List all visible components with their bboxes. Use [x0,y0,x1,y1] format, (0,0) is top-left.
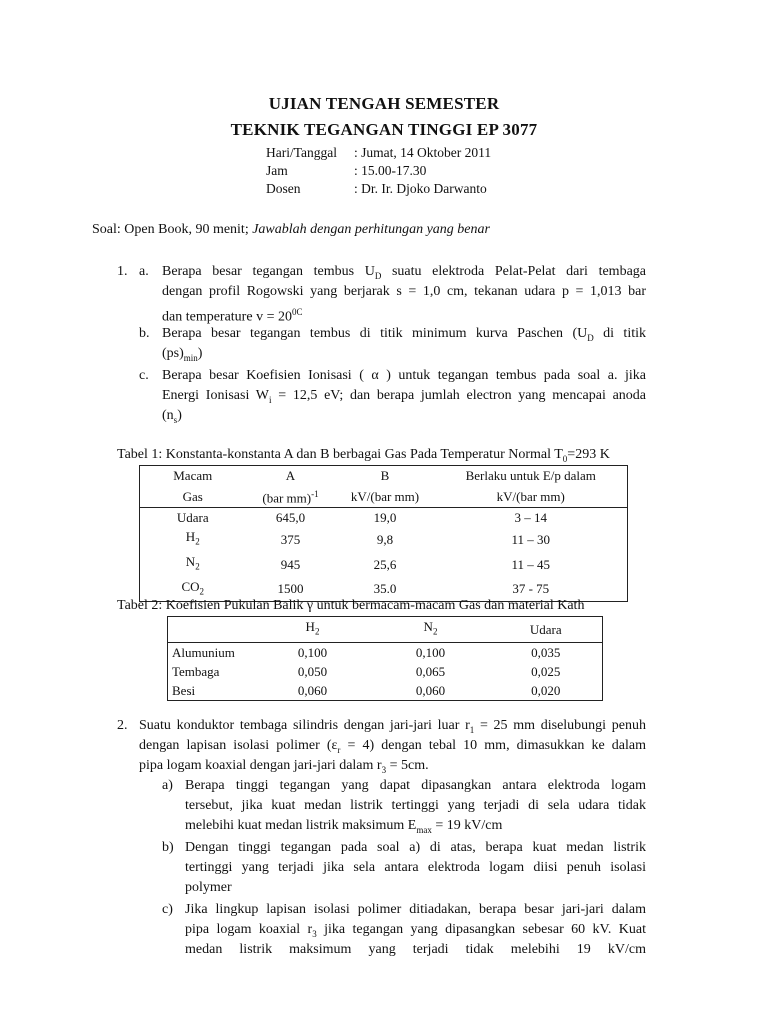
table-cell: 0,025 [531,663,561,679]
table-cell: B [380,468,390,483]
table-1-header-row-1 [140,466,628,486]
question-2b-line-1: Dengan tinggi tegangan pada soal a) di atas, berapa kuat medan listrik [185,840,646,855]
table-cell: 0,050 [297,663,328,679]
exam-info [266,144,491,198]
question-2b-line-3: polymer [185,880,232,895]
question-2a-label: a) [162,778,173,793]
table-2-caption: Tabel 2: Koefisien Pukulan Balik γ untuk bermacam-macam Gas dan material Kath [117,598,585,613]
question-1c-label: c. [139,368,149,383]
question-1a-line-2: dengan profil Rogowski yang berjarak s = 1,0 cm, tekanan udara p = 1,013 bar [162,284,646,299]
table-cell: 0,060 [297,682,328,698]
table-cell: kV/(bar mm) [350,488,420,504]
question-2c-line-2: pipa logam koaxial $r_3$ jika tegangan yang dipasangkan sebesar 60 kV. Kuat [185,922,646,939]
table-cell: Tembaga [172,663,220,679]
table-cell: 35.0 [373,581,397,597]
instruction-text: Soal: Open Book, 90 menit; [92,222,253,237]
table-2-header-row [168,617,603,643]
question-2-line-1: Suatu konduktor tembaga silindris dengan jari-jari luar $r_1 = 25$ mm diselubungi penuh [139,718,646,735]
table-cell: 37 - 75 [512,581,550,597]
question-1c-line-2: Energi Ionisasi $W_i = 12,5$ eV; dan berapa jumlah electron yang mencapai anoda [162,388,646,405]
table-row [140,527,628,552]
info-key: Dosen [266,181,301,196]
table-cell: kV/(bar mm) [496,488,565,504]
question-2a-line-2: tersebut, jika kuat medan listrik tertinggi yang terjadi di sela udara tidak [185,798,646,813]
question-2c-label: c) [162,902,173,917]
table-cell: 0,100 [297,644,328,660]
table-row [140,508,628,528]
table-1-header-row-2 [140,485,628,508]
question-1b-label: b. [139,326,150,341]
table-cell: 375 [280,532,301,548]
table-cell: 19,0 [373,510,397,526]
question-2-number: 2. [117,718,128,733]
table-cell: $H_2$ [305,619,320,637]
exam-title: UJIAN TENGAH SEMESTER [268,94,500,113]
question-2c-line-3: medan listrik maksimum yang terjadi tidak melebihi 19 kV/cm [185,942,646,957]
table-cell: Udara [176,510,209,526]
info-value: : 15.00-17.30 [354,163,427,178]
course-title: TEKNIK TEGANGAN TINGGI EP 3077 [230,120,538,139]
question-1a-line-3: dan temperature $v = 20^{0C}$ [162,307,303,325]
table-cell: (bar mm)$^{-1}$ [262,489,319,506]
table-cell: $N_2$ [423,619,438,637]
table-1-caption: Tabel 1: Konstanta-konstanta A dan B berbagai Gas Pada Temperatur Normal $T_0=293$ K [117,447,610,464]
table-cell: 645,0 [275,510,306,526]
question-1b-line-2: $(ps)_{min}$) [162,346,203,363]
question-2-line-2: dengan lapisan isolasi polimer $(\varepsilon_r = 4)$ dengan tebal 10 mm, dimasukkan ke dalam [139,738,646,755]
table-cell: Gas [182,488,203,504]
table-2 [167,616,603,701]
info-row-lecturer [266,180,491,198]
question-2b-line-2: tertinggi yang terjadi jika sela antara elektroda logam diisi penuh isolasi [185,860,646,875]
question-2a-line-1: Berapa tinggi tegangan yang dapat dipasangkan antara elektroda logam [185,778,646,793]
table-cell: $H_2$ [185,529,200,547]
table-row [168,662,603,681]
question-2c-line-1: Jika lingkup lapisan isolasi polimer ditiadakan, berapa besar jari-jari dalam [185,902,646,917]
question-1a-line-1: Berapa besar tegangan tembus $U_D$ suatu elektroda Pelat-Pelat dari tembaga [162,264,646,281]
table-cell: 0,020 [531,682,561,698]
question-2b-label: b) [162,840,174,855]
table-cell: Alumunium [172,644,235,660]
question-1-number: 1. [117,264,128,279]
table-row [168,681,603,701]
question-1c-line-1: Berapa besar Koefisien Ionisasi ( α ) untuk tegangan tembus pada soal a. jika [162,368,646,383]
table-cell: Udara [529,621,562,637]
question-2-line-3: pipa logam koaxial dengan jari-jari dalam $r_3 = 5cm$. [139,758,429,775]
question-1c-line-3: $(n_s)$ [162,408,182,425]
info-row-time [266,162,491,180]
table-1 [139,465,628,602]
table-cell: 0,065 [415,663,446,679]
table-cell: $N_2$ [185,553,200,572]
table-cell: Besi [172,682,196,698]
question-1b-line-1: Berapa besar tegangan tembus di titik minimum kurva Paschen ($U_D$ di titik [162,326,646,343]
table-cell: $CO_2$ [181,578,205,597]
table-cell: 1500 [277,581,304,597]
table-cell: Macam [173,468,213,483]
table-cell: 11 – 45 [511,556,551,572]
info-value: : Jumat, 14 Oktober 2011 [354,145,492,160]
info-value: : Dr. Ir. Djoko Darwanto [354,181,487,196]
info-key: Hari/Tanggal [266,145,338,160]
info-key: Jam [266,163,288,178]
question-2a-line-3: melebihi kuat medan listrik maksimum $E_{max} = 19$ kV/cm [185,818,503,835]
table-cell: 0,035 [531,644,561,660]
table-cell: 11 – 30 [511,532,551,548]
info-row-date [266,144,491,162]
question-1a-label: a. [139,264,149,279]
table-cell: 3 – 14 [514,510,547,526]
table-row [140,552,628,577]
table-cell: Berlaku untuk E/p dalam [465,468,596,483]
table-row [168,642,603,662]
table-cell: 25,6 [373,556,397,572]
exam-instructions [92,220,490,240]
table-cell: 0,100 [415,644,446,660]
table-cell [168,617,254,643]
table-cell: 945 [280,556,301,572]
table-cell: 9,8 [376,532,394,548]
instruction-emphasis: Jawablah dengan perhitungan yang benar [252,222,490,237]
table-cell: 0,060 [415,682,446,698]
table-cell: A [285,468,296,483]
